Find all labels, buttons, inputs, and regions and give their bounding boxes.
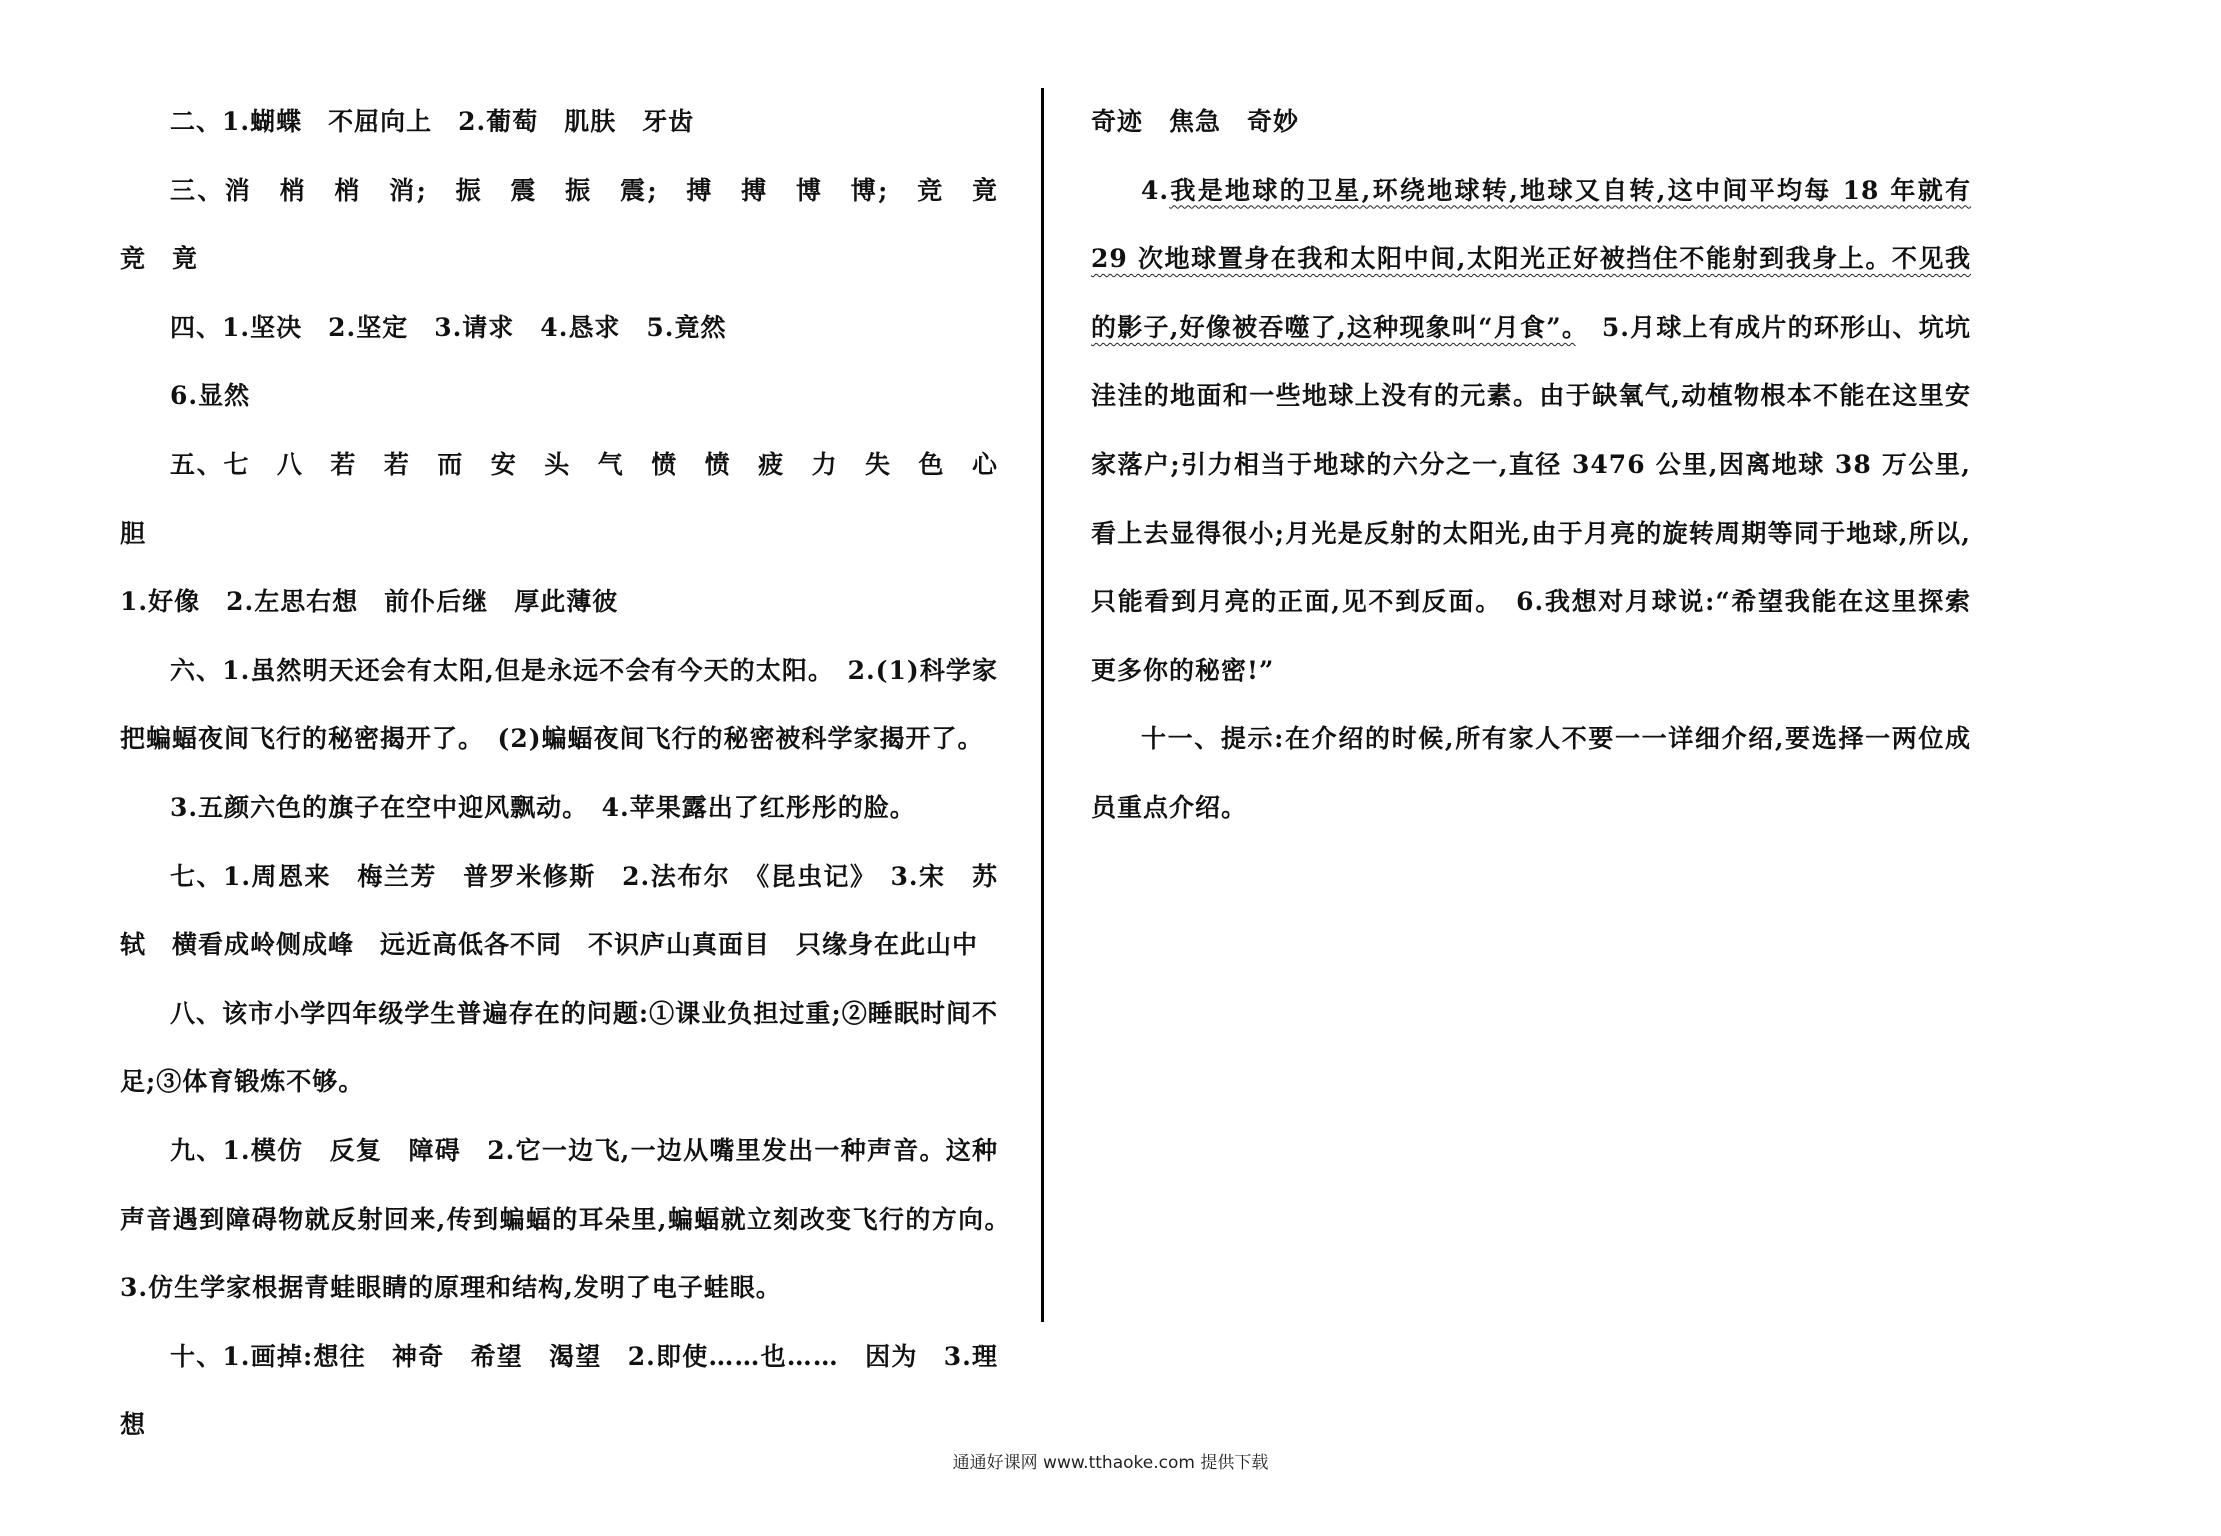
footer-credit: 通通好课网 www.tthaoke.com 提供下载 [952, 1453, 1269, 1473]
answer-section-11: 十一、提示:在介绍的时候,所有家人不要一一详细介绍,要选择一两位成员重点介绍。 [1091, 724, 1971, 822]
answer-section-10: 十、1.画掉:想往 神奇 希望 渴望 2.即使……也…… 因为 3.理想 [120, 1341, 998, 1440]
answer-section-7: 七、1.周恩来 梅兰芳 普罗米修斯 2.法布尔 《昆虫记》 3.宋 苏轼 横看成岭侧成峰 远近高低各不同 不识庐山真面目 只缘身在此山中 [120, 861, 998, 960]
answer-section-8: 八、该市小学四年级学生普遍存在的问题:①课业负担过重;②睡眠时间不足;③体育锻炼不够。 [120, 998, 998, 1097]
answer-section-6: 六、1.虽然明天还会有太阳,但是永远不会有今天的太阳。 2.(1)科学家把蝙蝠夜间飞行的秘密揭开了。 (2)蝙蝠夜间飞行的秘密被科学家揭开了。 [120, 655, 998, 754]
answer-section-9: 九、1.模仿 反复 障碍 2.它一边飞,一边从嘴里发出一种声音。这种声音遇到障碍物就反射回来,传到蝙蝠的耳朵里,蝙蝠就立刻改变飞行的方向。 3.仿生学家根据青蛙眼睛的原理和结构,发明了电子蛙眼。 [120, 1135, 1025, 1303]
column-divider [1041, 88, 1044, 1322]
item-4-label: 4. [1141, 175, 1170, 205]
answer-section-2: 二、1.蝴蝶 不屈向上 2.葡萄 肌肤 牙齿 [170, 107, 695, 136]
answer-section-4-item-6: 6.显然 [170, 381, 251, 411]
answer-section-4: 四、1.坚决 2.坚定 3.请求 4.恳求 5.竟然 [170, 312, 727, 342]
answer-section-10-continued: 奇迹 焦急 奇妙 [1091, 107, 1300, 136]
answer-section-5-items: 1.好像 2.左思右想 前仆后继 厚此薄彼 [120, 587, 619, 617]
answer-section-6-items: 3.五颜六色的旗子在空中迎风飘动。 4.苹果露出了红彤彤的脸。 [170, 792, 916, 822]
answer-section-10-items-4-6 [1091, 157, 1971, 706]
answer-section-3: 三、消 梢 梢 消; 振 震 振 震; 搏 搏 博 博; 竞 竟 竞 竟 [120, 175, 1025, 274]
wavy-underlined-text: 我是地球的卫星,环绕地球转,地球又自转,这中间平均每 18 年就有 29 次地球置身在我和太阳中间,太阳光正好被挡住不能射到我身上。不见我的影子,好像被吞噬了,这种现象叫“月食”。 [1091, 175, 1971, 342]
left-column [120, 88, 1025, 1460]
right-column [1091, 88, 1971, 843]
items-5-6-text: 5.月球上有成片的环形山、坑坑洼洼的地面和一些地球上没有的元素。由于缺氧气,动植物根本不能在这里安家落户;引力相当于地球的六分之一,直径 3476 公里,因离地球 38 万公里,看上去显得很小;月光是反射的太阳光,由于月亮的旋转周期等同于地球,所以,只能看到月亮的正面,见不到反面。 6.我想对月球说:“希望我能在这里探索更多你的秘密!” [1091, 312, 1971, 685]
answer-section-5: 五、七 八 若 若 而 安 头 气 愤 愤 疲 力 失 色 心 胆 [120, 449, 1025, 548]
